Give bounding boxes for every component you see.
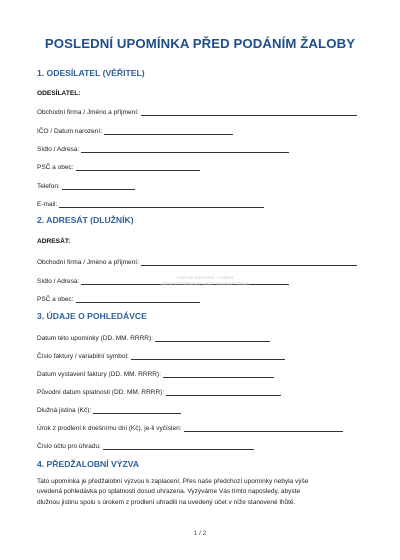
field-sender-email[interactable]	[37, 198, 264, 208]
field-label: Dlužná jistina (Kč):	[37, 407, 92, 414]
field-sender-phone[interactable]	[37, 180, 135, 190]
field-account-number[interactable]	[37, 440, 254, 450]
fill-line[interactable]	[163, 371, 274, 378]
field-label: Telefon:	[37, 183, 60, 190]
page-number: 1 / 2	[193, 530, 207, 537]
fill-line[interactable]	[76, 164, 201, 171]
fill-line[interactable]	[59, 201, 264, 208]
fill-line[interactable]	[81, 146, 289, 153]
field-label: PSČ a obec:	[37, 164, 74, 171]
fill-line[interactable]	[103, 443, 254, 450]
field-sender-postcode[interactable]	[37, 161, 200, 171]
fill-line[interactable]	[62, 183, 135, 190]
paragraph-line: dlužnou jistinu spolu s úrokem z prodlení uhradili na uvedený účet v níže stanovené lhůtě.	[37, 498, 296, 506]
fill-line[interactable]	[93, 407, 181, 414]
fill-line[interactable]	[131, 353, 285, 360]
field-label: Číslo účtu pro úhradu:	[37, 443, 101, 450]
field-invoice-date[interactable]	[37, 368, 274, 378]
paragraph-line: uvedená pohledávka po splatnosti dosud uhrazena. Vyzýváme Vás tímto naposledy, abyste	[37, 488, 301, 496]
fill-line[interactable]	[184, 425, 344, 432]
field-label: IČO / Datum narození:	[37, 128, 103, 135]
field-label: Číslo faktury / variabilní symbol:	[37, 353, 129, 360]
watermark	[140, 275, 270, 287]
field-due-date[interactable]	[37, 386, 281, 396]
field-label: Obchodní firma / Jméno a příjmení:	[37, 259, 139, 266]
field-label: Datum této upomínky (DD. MM. RRRR):	[37, 335, 153, 342]
field-label: Sídlo / Adresa:	[37, 146, 80, 153]
field-recipient-postcode[interactable]	[37, 293, 200, 303]
watermark-line: dokument obsahuje pouze ukázkový obsah	[160, 281, 250, 286]
demand-paragraph	[37, 477, 367, 508]
section-heading-recipient: 2. ADRESÁT (DLUŽNÍK)	[37, 215, 134, 225]
section-heading-claim: 3. ÚDAJE O POHLEDÁVCE	[37, 311, 147, 321]
fill-line[interactable]	[141, 259, 357, 266]
section-heading-demand: 4. PŘEDŽALOBNÍ VÝZVA	[37, 459, 140, 469]
fill-line[interactable]	[76, 296, 201, 303]
field-invoice-number[interactable]	[37, 350, 285, 360]
field-label: Datum vystavení faktury (DD. MM. RRRR):	[37, 371, 161, 378]
fill-line[interactable]	[141, 109, 357, 116]
subheading-sender: ODESÍLATEL:	[37, 90, 81, 97]
document-title: POSLEDNÍ UPOMÍNKA PŘED PODÁNÍM ŽALOBY	[44, 36, 356, 51]
watermark-line: Vzorový dokument – náhled	[176, 275, 234, 280]
field-sender-id[interactable]	[37, 125, 233, 135]
field-label: Původní datum splatnosti (DD. MM. RRRR):	[37, 389, 165, 396]
field-label: Úrok z prodlení k dnešnímu dni (Kč), je-li vyčíslen:	[37, 425, 182, 432]
field-label: E-mail:	[37, 201, 58, 208]
fill-line[interactable]	[104, 128, 233, 135]
field-interest[interactable]	[37, 422, 343, 432]
field-sender-name[interactable]	[37, 106, 357, 116]
subheading-recipient: ADRESÁT:	[37, 238, 71, 245]
paragraph-line: Tato upomínka je předžalobní výzvou k zaplacení. Přes naše předchozí upomínky nebyla výše	[37, 478, 309, 485]
field-label: PSČ a obec:	[37, 296, 74, 303]
field-recipient-name[interactable]	[37, 256, 357, 266]
field-sender-address[interactable]	[37, 143, 289, 153]
fill-line[interactable]	[166, 389, 281, 396]
field-label: Obchodní firma / Jméno a příjmení:	[37, 109, 139, 116]
field-principal[interactable]	[37, 404, 181, 414]
field-label: Sídlo / Adresa:	[37, 278, 80, 285]
field-reminder-date[interactable]	[37, 332, 270, 342]
fill-line[interactable]	[155, 335, 270, 342]
section-heading-sender: 1. ODESÍLATEL (VĚŘITEL)	[37, 68, 145, 78]
